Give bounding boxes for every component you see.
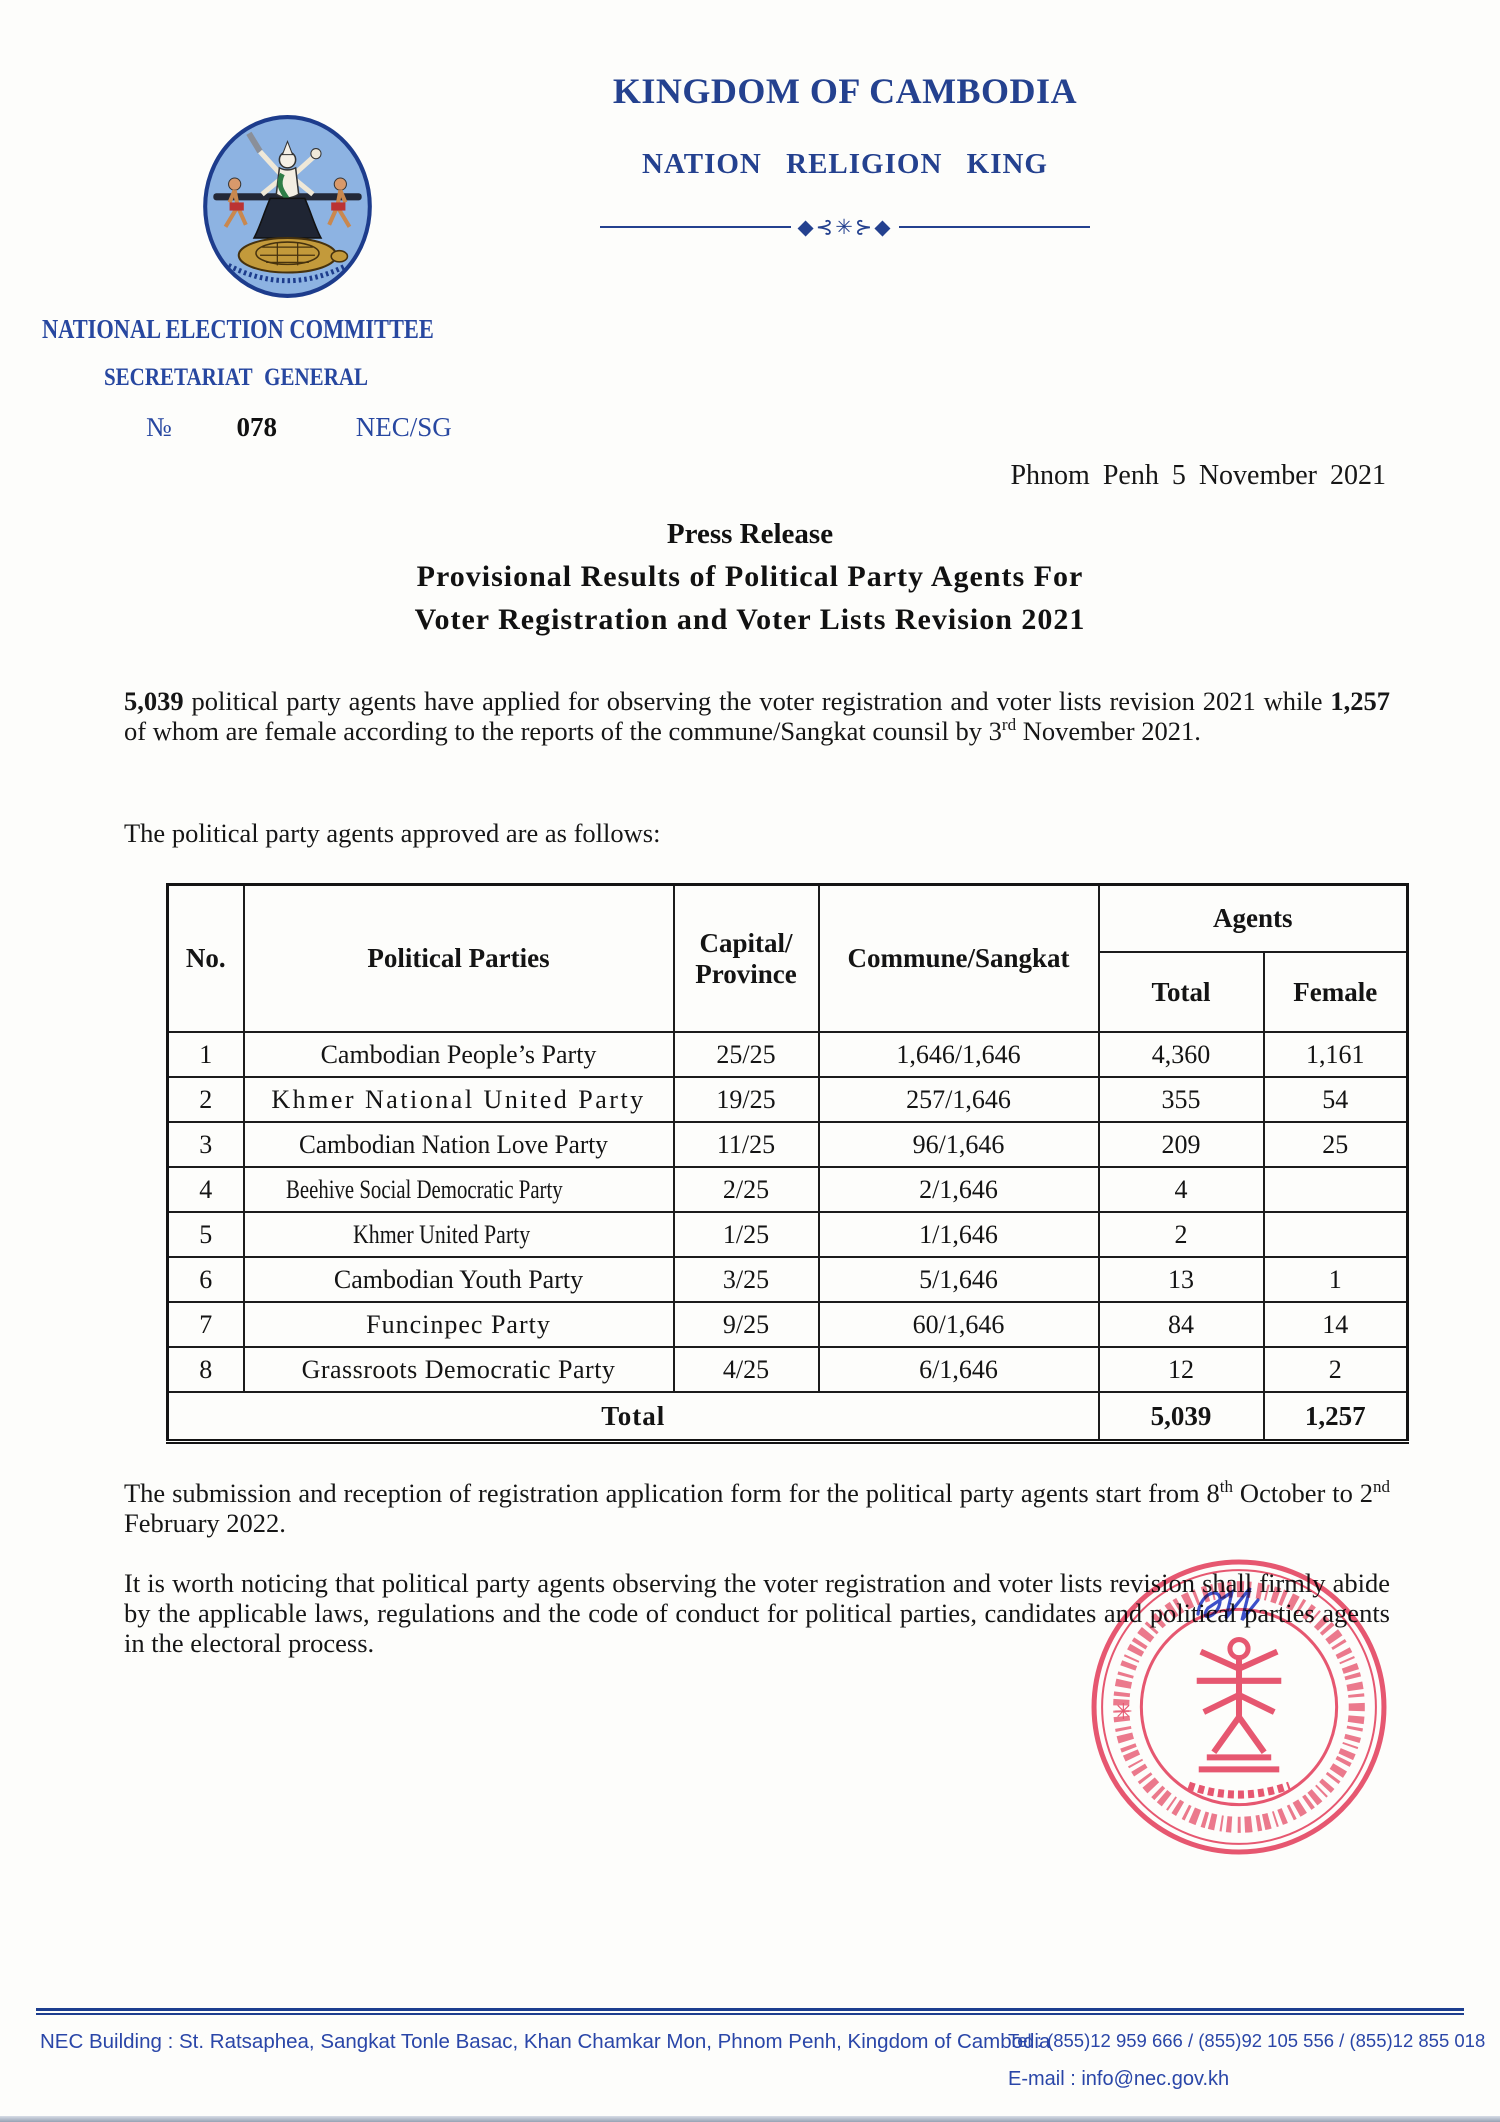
cell-female: 1,161	[1264, 1032, 1408, 1077]
col-header-female: Female	[1264, 952, 1408, 1032]
cell-commune: 60/1,646	[819, 1302, 1099, 1347]
party-name: Grassroots Democratic Party	[301, 1354, 616, 1384]
paragraph-submission-period: The submission and reception of registration application form for the political party agents start from 8th October to 2nd February 2022.	[124, 1477, 1390, 1538]
cell-commune: 5/1,646	[819, 1257, 1099, 1302]
cell-no: 5	[168, 1212, 244, 1257]
total-label: Total	[168, 1392, 1099, 1442]
ornament-icon: ◆⊰✳⊱◆	[797, 215, 893, 239]
agents-table	[166, 883, 1409, 1444]
cell-female: 25	[1264, 1122, 1408, 1167]
party-name: Cambodian People’s Party	[320, 1039, 597, 1069]
party-name: Funcinpec Party	[366, 1309, 551, 1339]
table-row	[168, 1212, 1408, 1257]
table-row	[168, 1167, 1408, 1212]
col-header-total: Total	[1099, 952, 1264, 1032]
cell-no: 4	[168, 1167, 244, 1212]
cell-female: 1	[1264, 1257, 1408, 1302]
kingdom-title: KINGDOM OF CAMBODIA	[612, 71, 1078, 111]
cell-party	[244, 1347, 674, 1392]
cell-capital: 3/25	[674, 1257, 819, 1302]
footer-email: E-mail : info@nec.gov.kh	[1008, 2068, 1230, 2090]
cell-party	[244, 1077, 674, 1122]
table-row	[168, 1257, 1408, 1302]
ornament-rule-left	[600, 226, 791, 228]
cell-no: 3	[168, 1122, 244, 1167]
doc-number-label: №	[146, 412, 172, 442]
subtitle-line1: Provisional Results of Political Party Agents For	[416, 560, 1084, 593]
press-release-title: Press Release	[666, 518, 834, 550]
doc-number-suffix: NEC/SG	[355, 412, 452, 442]
cell-party	[244, 1257, 674, 1302]
dateline: Phnom Penh 5 November 2021	[1010, 460, 1386, 491]
table-row	[168, 1347, 1408, 1392]
party-name: Cambodian Nation Love Party	[299, 1129, 609, 1159]
cell-female: 14	[1264, 1302, 1408, 1347]
cell-no: 6	[168, 1257, 244, 1302]
party-name: Khmer National United Party	[271, 1084, 646, 1114]
cell-party	[244, 1167, 674, 1212]
cell-total: 4	[1099, 1167, 1264, 1212]
motto-title: NATION RELIGION KING	[642, 148, 1048, 180]
doc-number: 078	[236, 412, 278, 442]
col-header-commune: Commune/Sangkat	[819, 885, 1099, 1033]
col-header-parties: Political Parties	[244, 885, 674, 1033]
cell-total: 4,360	[1099, 1032, 1264, 1077]
table-row	[168, 1122, 1408, 1167]
col-header-capital-bottom: Province	[695, 958, 797, 989]
cell-female	[1264, 1167, 1408, 1212]
party-name: Cambodian Youth Party	[333, 1264, 584, 1294]
col-header-capital-province	[674, 885, 819, 1033]
cell-capital: 4/25	[674, 1347, 819, 1392]
cell-commune: 257/1,646	[819, 1077, 1099, 1122]
ornament-divider	[600, 215, 1090, 239]
cell-no: 1	[168, 1032, 244, 1077]
cell-capital: 19/25	[674, 1077, 819, 1122]
paragraph-approved-follows: The political party agents approved are as follows:	[124, 818, 661, 848]
cell-total: 84	[1099, 1302, 1264, 1347]
cell-total: 355	[1099, 1077, 1264, 1122]
cell-total: 2	[1099, 1212, 1264, 1257]
scan-bottom-edge	[0, 2116, 1500, 2122]
cell-no: 2	[168, 1077, 244, 1122]
cell-capital: 25/25	[674, 1032, 819, 1077]
footer-rule	[36, 2008, 1464, 2015]
total-female-value: 1,257	[1264, 1392, 1408, 1442]
document-number-line	[146, 412, 452, 443]
secretariat-title: SECRETARIAT GENERAL	[104, 364, 369, 391]
cell-party	[244, 1302, 674, 1347]
paragraph-code-of-conduct: It is worth noticing that political party agents observing the voter registration and voter lists revision shall firmly abide by the applicable laws, regulations and the code of conduct for political parties, candidates and political parties agents in the electoral process.	[124, 1568, 1390, 1658]
cell-capital: 9/25	[674, 1302, 819, 1347]
cell-commune: 1/1,646	[819, 1212, 1099, 1257]
signature-mark-icon	[1192, 1580, 1270, 1636]
cell-female	[1264, 1212, 1408, 1257]
party-name: Khmer United Party	[353, 1219, 531, 1249]
col-header-no: No.	[168, 885, 244, 1033]
party-name: Beehive Social Democratic Party	[285, 1174, 563, 1204]
cell-commune: 96/1,646	[819, 1122, 1099, 1167]
col-header-capital-top: Capital/	[699, 927, 793, 958]
cell-no: 8	[168, 1347, 244, 1392]
cell-female: 54	[1264, 1077, 1408, 1122]
table-body	[168, 1032, 1408, 1392]
cell-no: 7	[168, 1302, 244, 1347]
ornament-rule-right	[899, 226, 1090, 228]
cell-female: 2	[1264, 1347, 1408, 1392]
agents-table-wrap	[166, 883, 1409, 1444]
stamp-star-icon: ✳	[1114, 1699, 1133, 1725]
cell-total: 13	[1099, 1257, 1264, 1302]
total-agents-value: 5,039	[1099, 1392, 1264, 1442]
cell-total: 12	[1099, 1347, 1264, 1392]
cell-commune: 2/1,646	[819, 1167, 1099, 1212]
cell-capital: 1/25	[674, 1212, 819, 1257]
paragraph-agents-applied: 5,039 political party agents have applied for observing the voter registration and voter lists revision 2021 while 1,257 of whom are female according to the reports of the commune/Sangkat counsil by 3rd November 2021.	[124, 686, 1390, 746]
table-row	[168, 1302, 1408, 1347]
committee-title: NATIONAL ELECTION COMMITTEE	[42, 314, 434, 344]
table-row	[168, 1032, 1408, 1077]
table-row	[168, 1077, 1408, 1122]
cell-party	[244, 1032, 674, 1077]
footer-tel: Tel : (855)12 959 666 / (855)92 105 556 / (855)12 855 018	[1008, 2030, 1486, 2051]
col-header-agents: Agents	[1099, 885, 1408, 953]
footer-address: NEC Building : St. Ratsaphea, Sangkat Tonle Basac, Khan Chamkar Mon, Phnom Penh, Kingdom of Cambodia	[40, 2030, 1051, 2053]
cell-capital: 2/25	[674, 1167, 819, 1212]
nec-emblem-icon	[200, 113, 375, 301]
cell-capital: 11/25	[674, 1122, 819, 1167]
cell-party	[244, 1212, 674, 1257]
cell-commune: 1,646/1,646	[819, 1032, 1099, 1077]
cell-total: 209	[1099, 1122, 1264, 1167]
subtitle-line2: Voter Registration and Voter Lists Revision 2021	[414, 603, 1086, 636]
cell-party	[244, 1122, 674, 1167]
cell-commune: 6/1,646	[819, 1347, 1099, 1392]
total-row	[168, 1392, 1408, 1442]
